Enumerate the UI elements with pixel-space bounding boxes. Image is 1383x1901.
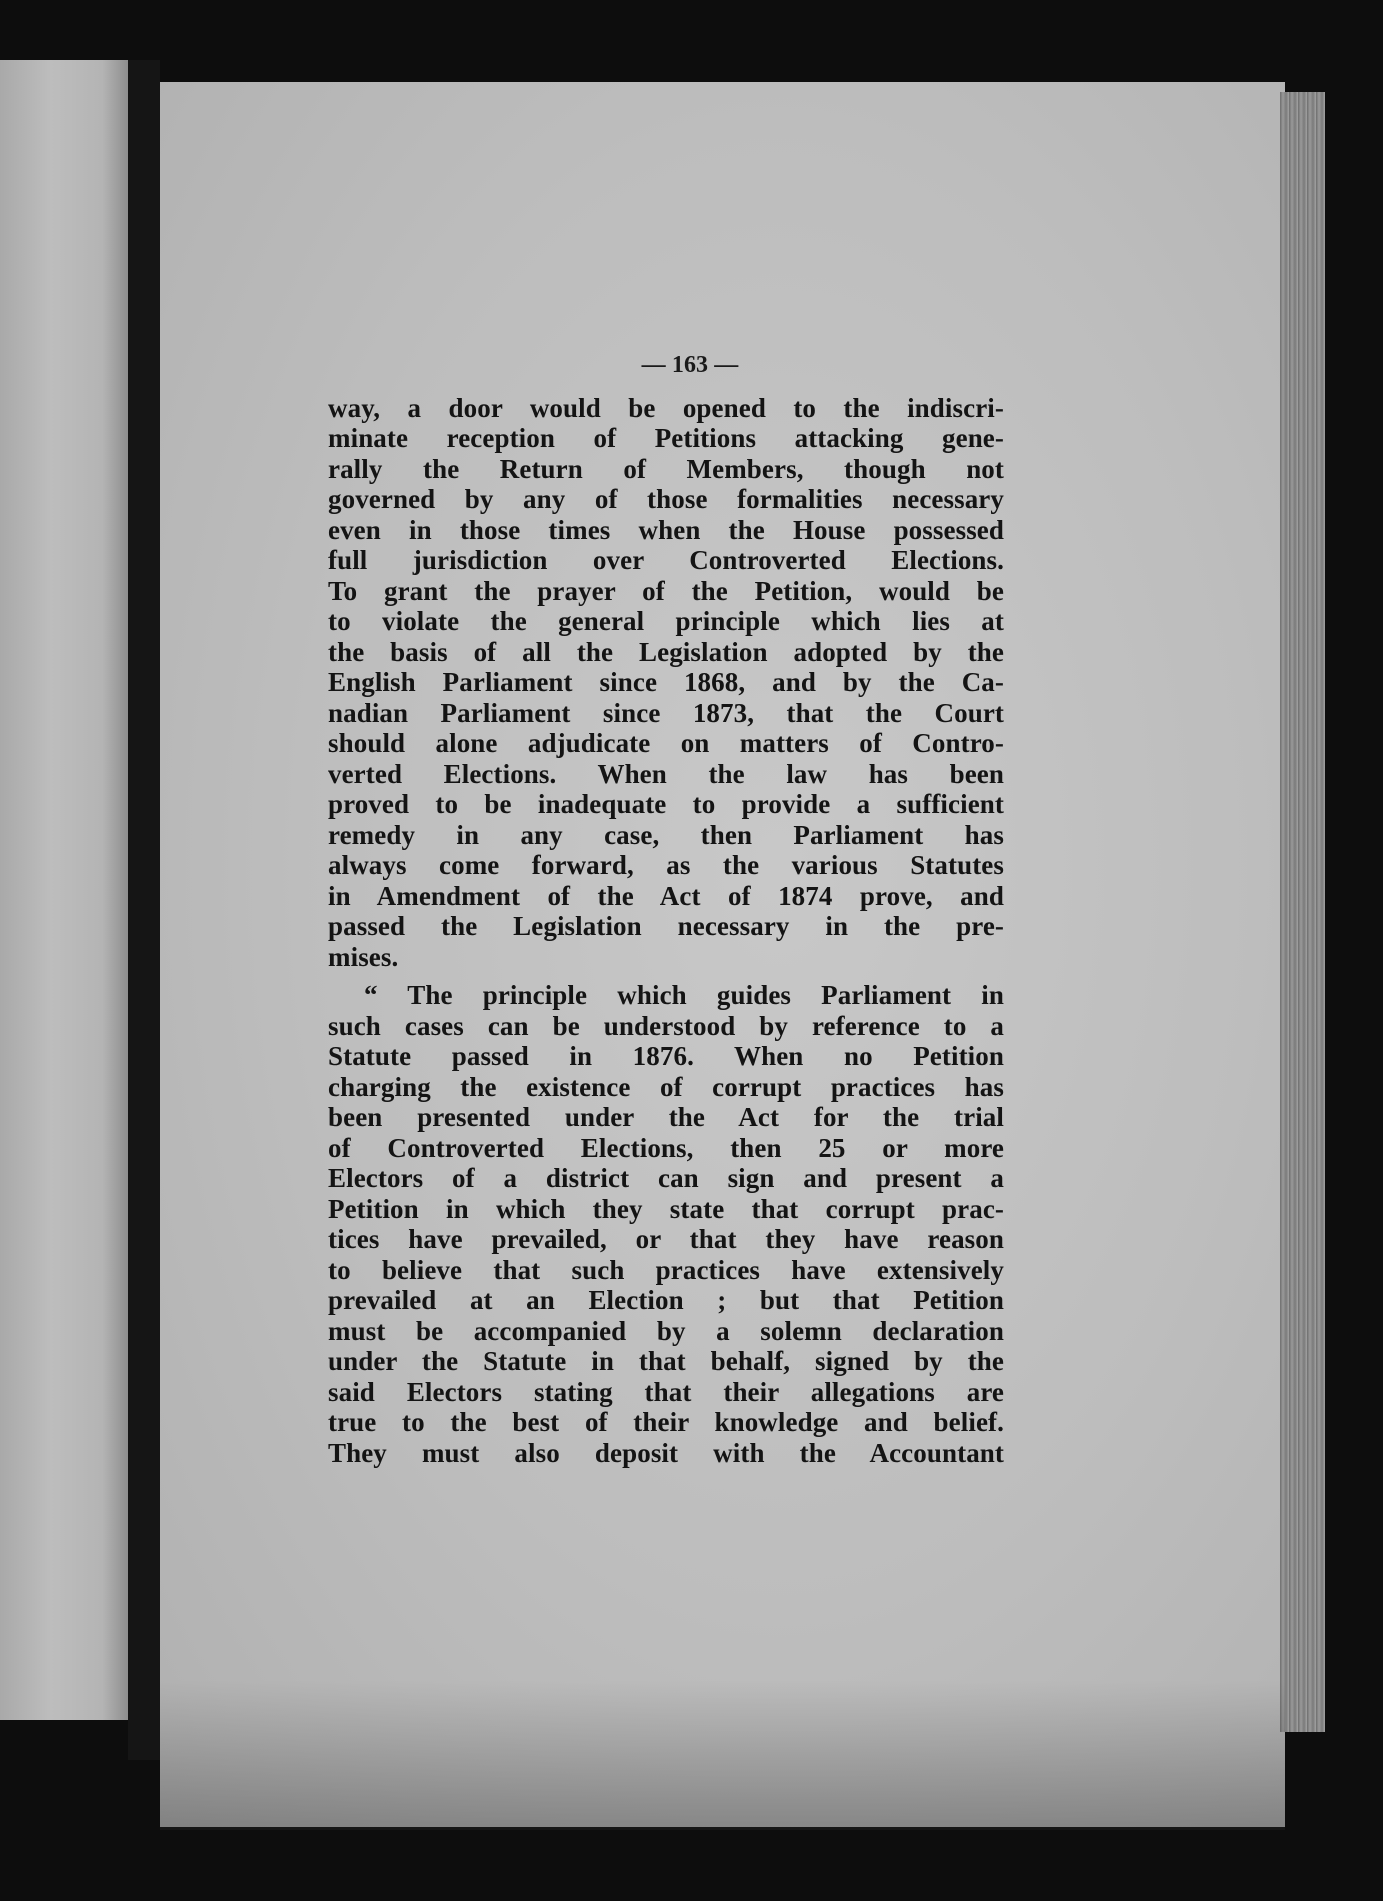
text-line: in Amendment of the Act of 1874 prove, and bbox=[328, 880, 1004, 911]
page-edges bbox=[1280, 92, 1325, 1732]
text-line: been presented under the Act for the trial bbox=[328, 1102, 1004, 1132]
text-line: rally the Return of Members, though not bbox=[328, 453, 1004, 484]
text-line: Petition in which they state that corrupt prac- bbox=[328, 1193, 1004, 1224]
page-text bbox=[328, 350, 1004, 1468]
text-line: passed the Legislation necessary in the pre- bbox=[328, 911, 1004, 941]
text-line: Electors of a district can sign and present a bbox=[328, 1163, 1004, 1193]
text-line: must be accompanied by a solemn declaration bbox=[328, 1315, 1004, 1346]
text-line: should alone adjudicate on matters of Contro- bbox=[328, 728, 1004, 758]
text-line: always come forward, as the various Statutes bbox=[328, 850, 1004, 880]
previous-page-fragment bbox=[0, 60, 128, 1720]
text-line: full jurisdiction over Controverted Elections. bbox=[328, 545, 1004, 575]
text-line: of Controverted Elections, then 25 or more bbox=[328, 1132, 1004, 1163]
page-shadow bbox=[160, 1680, 1285, 1830]
text-line: prevailed at an Election ; but that Petition bbox=[328, 1285, 1004, 1315]
paragraph-2 bbox=[328, 980, 1004, 1468]
text-line: “ The principle which guides Parliament in bbox=[364, 980, 1004, 1010]
text-line: such cases can be understood by reference to a bbox=[328, 1010, 1004, 1041]
text-line: proved to be inadequate to provide a sufficient bbox=[328, 789, 1004, 819]
text-line: They must also deposit with the Accountant bbox=[328, 1437, 1004, 1468]
text-line: charging the existence of corrupt practices has bbox=[328, 1071, 1004, 1102]
text-line: tices have prevailed, or that they have reason bbox=[328, 1224, 1004, 1254]
text-line: verted Elections. When the law has been bbox=[328, 758, 1004, 789]
text-line: minate reception of Petitions attacking gene- bbox=[328, 423, 1004, 453]
text-line: the basis of all the Legislation adopted by the bbox=[328, 636, 1004, 667]
text-line: even in those times when the House possessed bbox=[328, 514, 1004, 545]
paragraph-1 bbox=[328, 393, 1004, 973]
text-line: to believe that such practices have extensively bbox=[328, 1254, 1004, 1285]
text-line: under the Statute in that behalf, signed by the bbox=[328, 1346, 1004, 1376]
text-line: Statute passed in 1876. When no Petition bbox=[328, 1041, 1004, 1071]
book-gutter bbox=[128, 60, 160, 1760]
text-line: remedy in any case, then Parliament has bbox=[328, 819, 1004, 850]
text-line: said Electors stating that their allegations are bbox=[328, 1376, 1004, 1407]
page-number: — 163 — bbox=[641, 352, 739, 378]
text-line: true to the best of their knowledge and belief. bbox=[328, 1407, 1004, 1437]
text-line: nadian Parliament since 1873, that the Court bbox=[328, 697, 1004, 728]
text-line: governed by any of those formalities necessary bbox=[328, 484, 1004, 514]
text-line: mises. bbox=[328, 941, 399, 972]
text-line: way, a door would be opened to the indiscri- bbox=[328, 392, 1004, 423]
text-line: English Parliament since 1868, and by the Ca- bbox=[328, 667, 1004, 697]
text-line: to violate the general principle which lies at bbox=[328, 606, 1004, 636]
text-line: To grant the prayer of the Petition, would be bbox=[328, 575, 1004, 606]
